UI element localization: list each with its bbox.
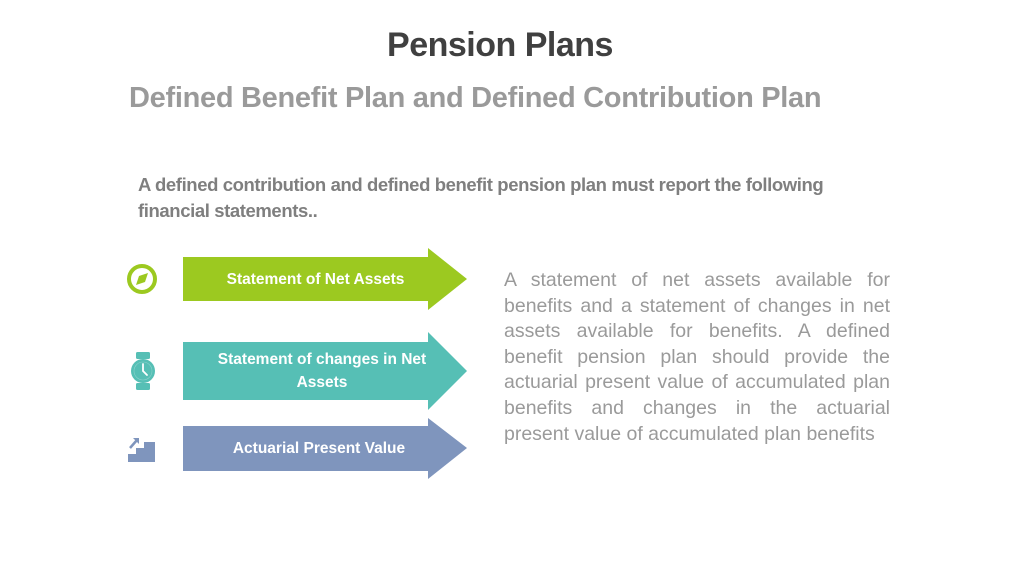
- slide-title: Pension Plans: [387, 26, 613, 64]
- description-text: A statement of net assets available for benefits and a statement of changes in net assets available for benefits. A defined benefit pension plan should provide the actuarial present value of accumulated plan benefits and changes in the actuarial present value of accumulated plan benefits: [504, 269, 890, 445]
- arrow-label: Statement of changes in Net Assets: [217, 351, 427, 391]
- slide-subtitle: Defined Benefit Plan and Defined Contribution Plan: [129, 82, 822, 114]
- arrow-statement-changes-net-assets: [183, 332, 467, 410]
- arrow-actuarial-present-value: [183, 418, 467, 479]
- arrow-statement-net-assets: [183, 248, 467, 310]
- arrow-label: Actuarial Present Value: [232, 440, 406, 457]
- intro-text: A defined contribution and defined benefit pension plan must report the following financial statements..: [138, 174, 824, 221]
- compass-icon: [126, 263, 158, 295]
- watch-icon: [129, 352, 157, 390]
- stairs-up-icon: [128, 436, 155, 462]
- arrow-label: Statement of Net Assets: [226, 270, 405, 288]
